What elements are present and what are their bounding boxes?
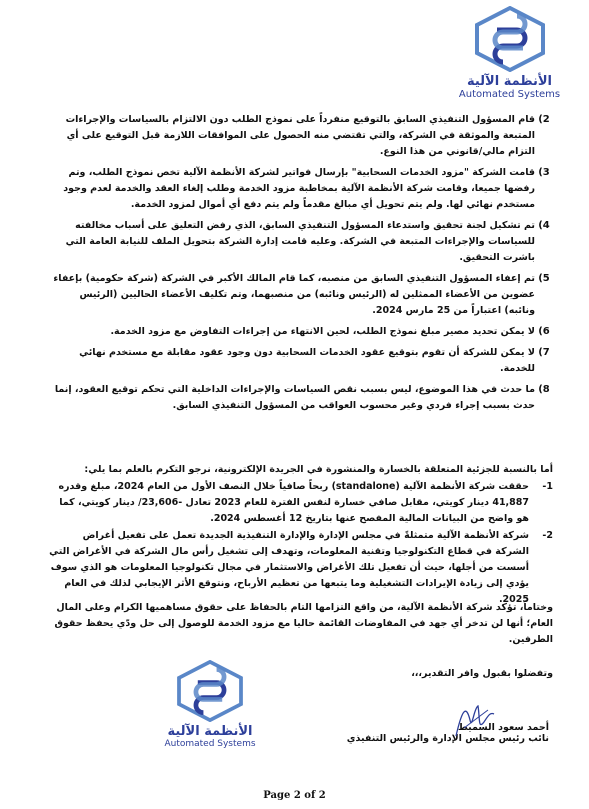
logo-mark-icon bbox=[175, 660, 245, 722]
handwritten-signature bbox=[444, 700, 504, 740]
loss-clarification-section bbox=[48, 462, 553, 608]
list-item bbox=[48, 165, 553, 213]
closing-paragraph bbox=[48, 600, 553, 648]
list-item bbox=[48, 271, 553, 319]
sub-point bbox=[48, 528, 553, 608]
item-number: 8) bbox=[538, 384, 550, 395]
logo-name-arabic: الأنظمة الآلية bbox=[167, 724, 253, 739]
list-item bbox=[48, 324, 553, 340]
logo-name-english: Automated Systems bbox=[164, 739, 256, 749]
list-item bbox=[48, 112, 553, 160]
page-number: Page 2 of 2 bbox=[263, 790, 326, 801]
list-item bbox=[48, 345, 553, 377]
item-number: 4) bbox=[538, 220, 550, 231]
list-item bbox=[48, 382, 553, 414]
sub-point bbox=[48, 479, 553, 527]
item-text: تم إعفاء المسؤول التنفيذي السابق من منصبه، كما قام المالك الأكبر في الشركة (شركة حكومية) بإعفاء عضوين من الأعضاء الممثلين له (الرئيس ونائبه) من منصبهما، وتم تكليف الأعضاء الحاليين (الرئيس ونائبه) اعتباراً من 25 مارس 2024. bbox=[53, 273, 535, 316]
company-logo-top bbox=[452, 6, 567, 100]
sub-point-number: 2- bbox=[542, 530, 553, 541]
item-text: ما حدث في هذا الموضوع، ليس بسبب نقص السياسات والإجراءات الداخلية التي تحكم توقيع العقود، إنما حدث بسبب إجراء فردي وغير محسوب العواقب من المسؤول التنفيذي السابق. bbox=[54, 384, 535, 411]
company-logo-bottom bbox=[160, 660, 260, 749]
logo-name-english: Automated Systems bbox=[458, 89, 561, 100]
item-number: 2) bbox=[538, 114, 550, 125]
item-number: 7) bbox=[538, 347, 550, 358]
signer-title: نائب رئيس مجلس الإدارة والرئيس التنفيذي bbox=[346, 733, 549, 744]
item-number: 3) bbox=[538, 167, 550, 178]
item-text: لا يمكن تحديد مصير مبلغ نموذج الطلب، لحين الانتهاء من إجراءات التفاوض مع مزود الخدمة. bbox=[110, 326, 535, 337]
regards-line: وتفضلوا بقبول وافر التقدير،،، bbox=[411, 668, 553, 679]
sub-point-number: 1- bbox=[542, 481, 553, 492]
section-intro: أما بالنسبة للجزئية المتعلقة بالخسارة والمنشورة في الجريدة الإلكترونية، نرجو التكرم بالعلم بما يلي: bbox=[84, 464, 553, 475]
item-text: لا يمكن للشركة أن تقوم بتوقيع عقود الخدمات السحابية دون وجود عقود مقابلة مع مستخدم نهائي للخدمة. bbox=[79, 347, 535, 374]
sub-point-text: حققت شركة الأنظمة الآلية (standalone) ربحاً صافياً خلال النصف الأول من العام 2024، مبلغ وقدره 41,887 دينار كويتي، مقابل صافي خسارة لنفس الفترة للعام 2023 تعادل -23,606/ دينار كويتي، كما هو واضح من البيانات المالية المفصح عنها بتاريخ 12 أغسطس 2024. bbox=[58, 481, 529, 524]
signer-name: أحمد سعود السميط bbox=[457, 722, 549, 733]
logo-mark-icon bbox=[473, 6, 547, 72]
closing-text: وختاماً، تؤكد شركة الأنظمة الآلية، من واقع التزامها التام بالحفاظ على حقوق مساهميها الكرام وعلى المال العام؛ أنها لن تدخر أي جهد في المفاوضات القائمة حاليا مع مزود الخدمة للوصول إلى حل ودّي يحفظ حقوق الطرفين. bbox=[54, 602, 553, 645]
numbered-list bbox=[48, 112, 553, 414]
item-text: قامت الشركة "مزود الخدمات السحابية" بإرسال فواتير لشركة الأنظمة الآلية تخص نموذج الطلب، وتم رفضها جميعا، وقامت شركة الأنظمة الآلية بمخاطبة مزود الخدمة وطلب إلغاء العقد والخدمة لعدم وجود مستخدم نهائي لها. ولم يتم تحويل أي مبالغ مقدماً ولم يتم دفع أي أموال لمزود الخدمة. bbox=[63, 167, 535, 210]
list-item bbox=[48, 218, 553, 266]
item-number: 6) bbox=[538, 326, 550, 337]
logo-name-arabic: الأنظمة الآلية bbox=[466, 74, 552, 89]
item-text: تم تشكيل لجنة تحقيق واستدعاء المسؤول التنفيذي السابق، الذي رفض التعليق على أسباب مخالفته للسياسات والإجراءات المتبعة في الشركة. وعليه قامت إدارة الشركة بتحويل الملف للنيابة العامة التي باشرت التحقيق. bbox=[65, 220, 535, 263]
sub-point-text: شركة الأنظمة الآلية متمثلةً في مجلس الإدارة والإدارة التنفيذية الجديدة تعمل على تفعيل أغراض الشركة في قطاع التكنولوجيا وتقنية المعلومات، وتهدف إلى تشغيل رأس مال الشركة في الأغراض التي أسست من أجلها، حيث أن تفعيل تلك الأغراض والاستثمار في مجال تكنولوجيا المعلومات هو الذي سوف يؤدي إلى زيادة الإيرادات التشغيلية وما يتبعها من تعظيم الأرباح، ونتوقع الأثر الإيجابي لذلك في العام 2025. bbox=[49, 530, 529, 605]
signature-block bbox=[347, 700, 549, 744]
item-number: 5) bbox=[538, 273, 550, 284]
item-text: قام المسؤول التنفيذي السابق بالتوقيع منفرداً على نموذج الطلب دون الالتزام بالسياسات والإجراءات المتبعة والموثقة في الشركة، والتي تقتضي منه الحصول على الموافقات اللازمة قبل التوقيع على أي التزام مالي/قانوني من هذا النوع. bbox=[65, 114, 535, 157]
